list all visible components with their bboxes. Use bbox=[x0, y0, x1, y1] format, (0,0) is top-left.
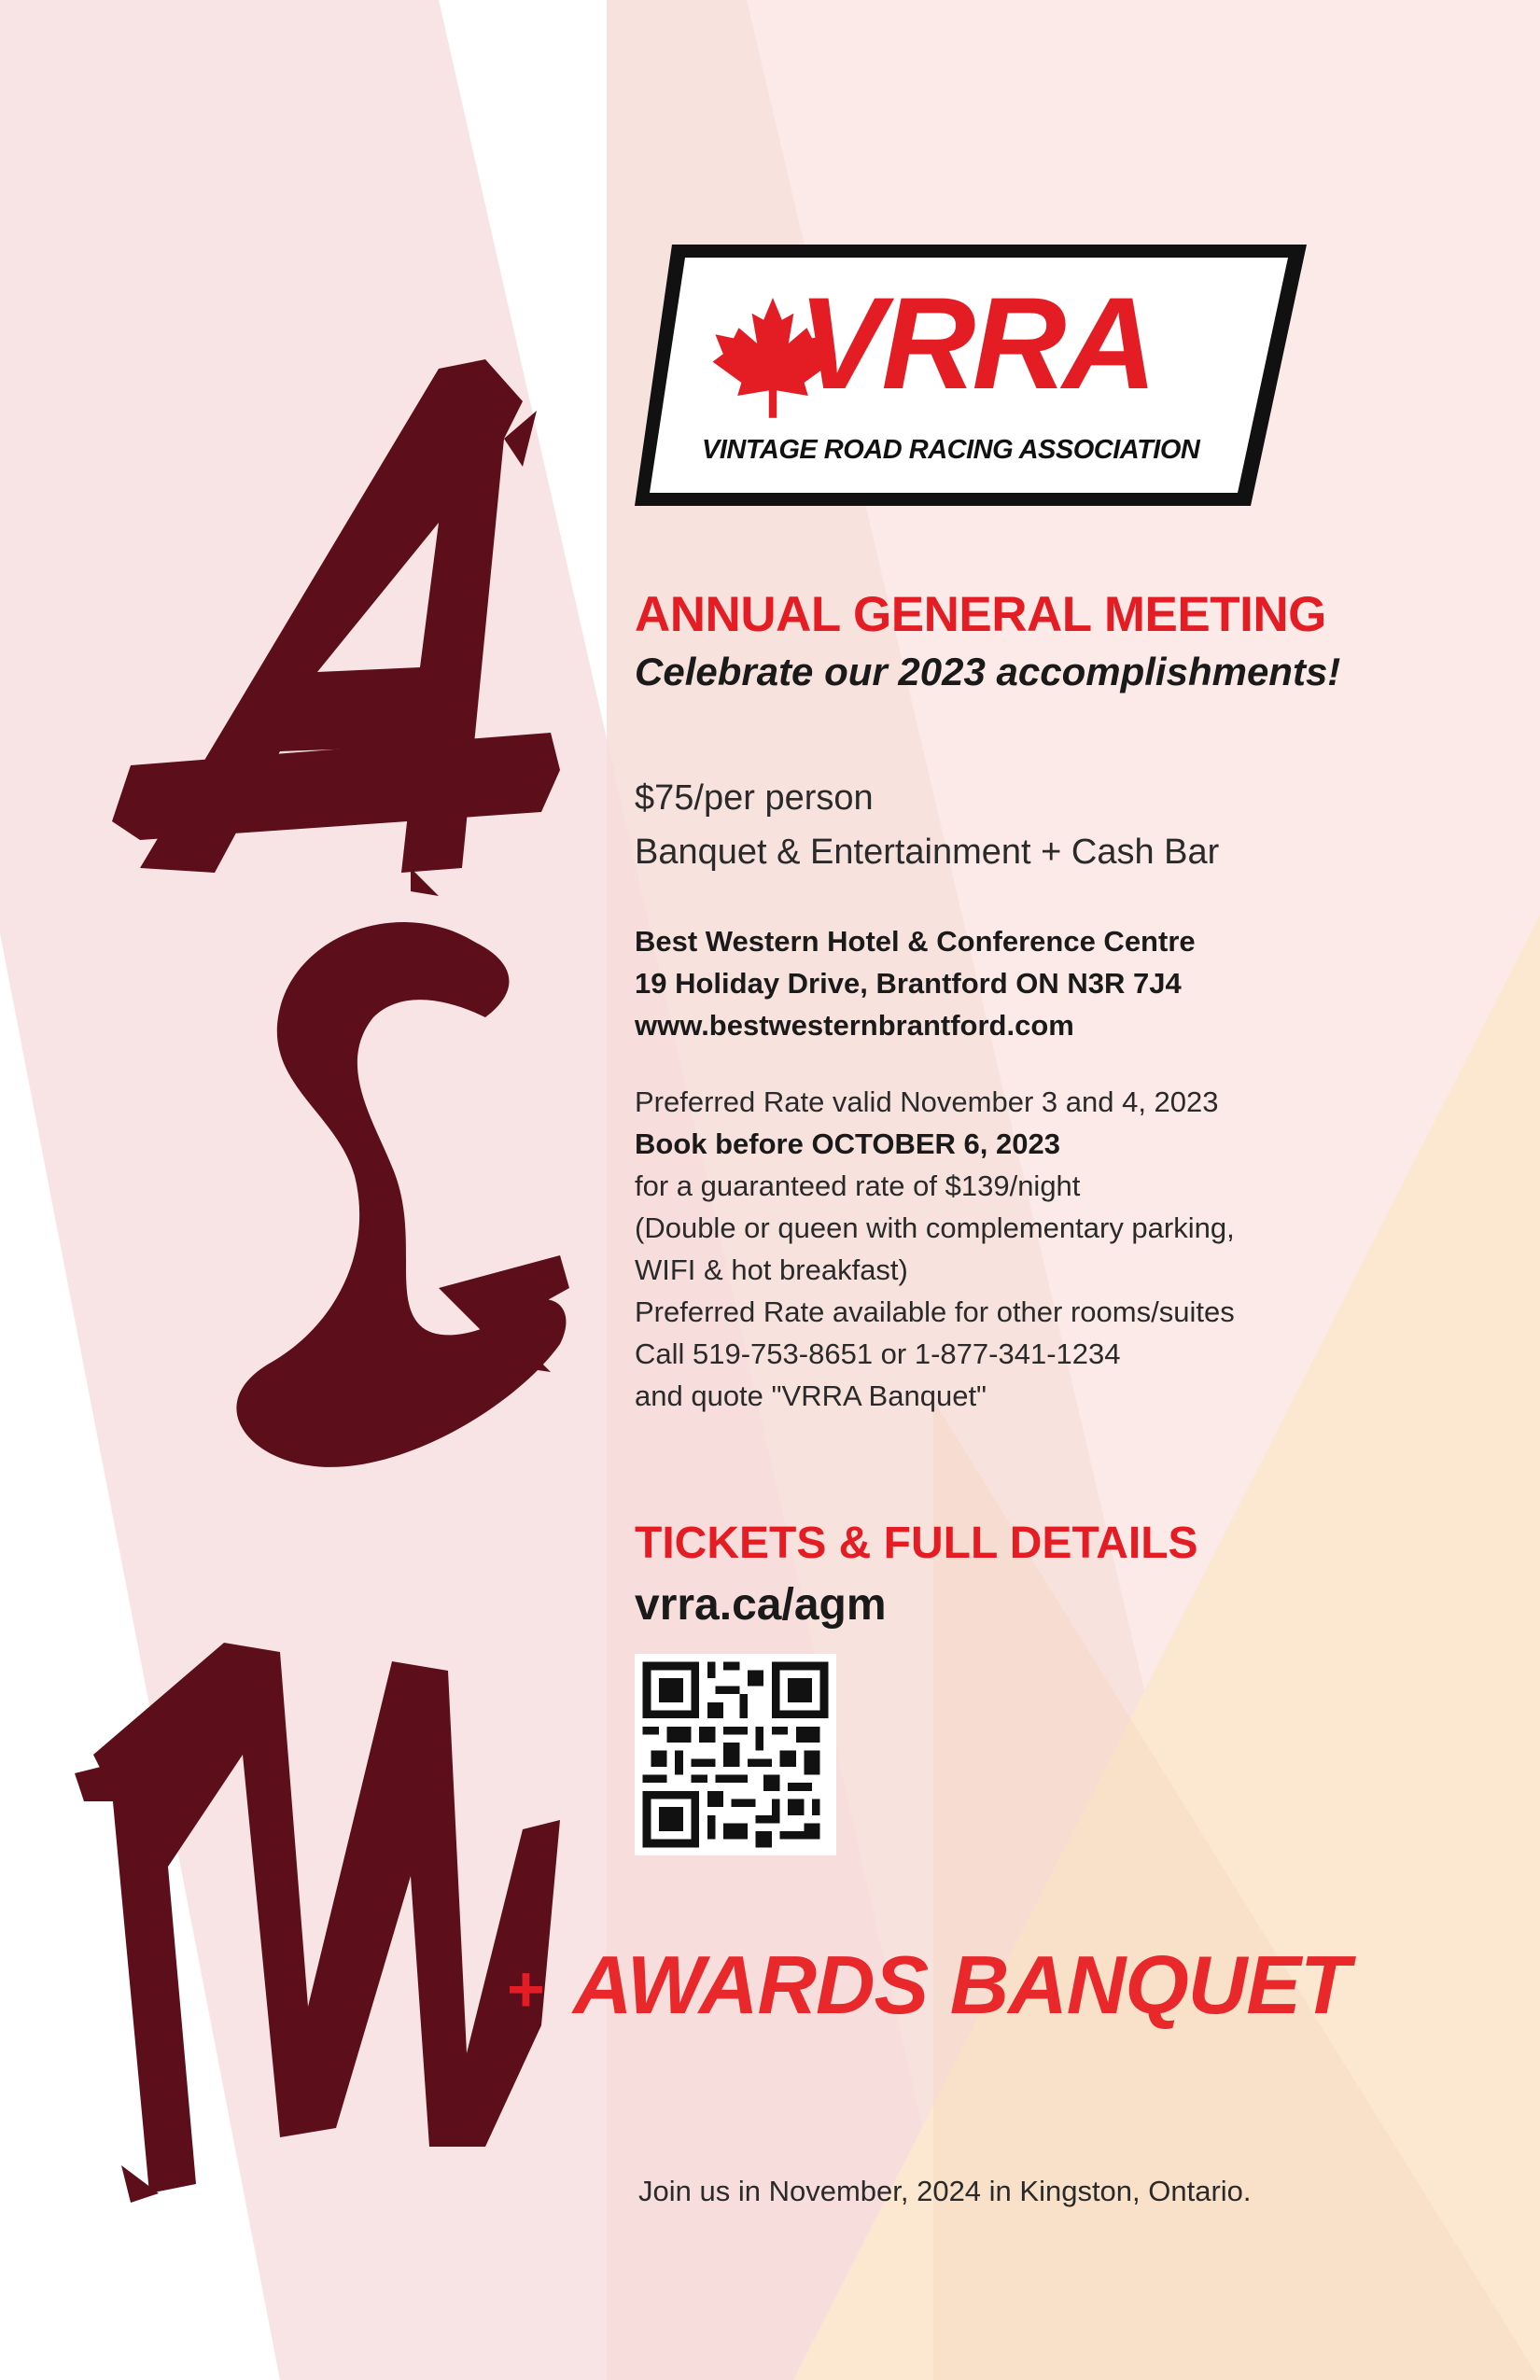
rates-line: WIFI & hot breakfast) bbox=[635, 1253, 908, 1286]
plus-icon: + bbox=[507, 1953, 545, 2025]
letter-m bbox=[75, 1643, 560, 2203]
awards-banquet-heading: AWARDS BANQUET bbox=[573, 1939, 1350, 2031]
logo-wordmark: VRRA bbox=[798, 270, 1154, 416]
letter-a bbox=[112, 359, 560, 896]
meeting-subheading: Celebrate our 2023 accomplishments! bbox=[635, 650, 1341, 693]
venue-address: 19 Holiday Drive, Brantford ON N3R 7J4 bbox=[635, 967, 1182, 1000]
pricing-block bbox=[635, 771, 1219, 879]
tickets-heading: TICKETS & FULL DETAILS bbox=[635, 1519, 1198, 1568]
rates-line: Preferred Rate available for other rooms/suites bbox=[635, 1295, 1235, 1328]
venue-block bbox=[635, 920, 1196, 1046]
meeting-heading: ANNUAL GENERAL MEETING bbox=[635, 587, 1326, 642]
rates-line: (Double or queen with complementary parking, bbox=[635, 1211, 1235, 1244]
tickets-url-link[interactable]: vrra.ca/agm bbox=[635, 1580, 887, 1630]
agm-brush-letters bbox=[0, 0, 653, 2380]
price-text: $75/per person bbox=[635, 778, 874, 818]
logo-tagline: VINTAGE ROAD RACING ASSOCIATION bbox=[702, 435, 1200, 465]
venue-website-link[interactable]: www.bestwesternbrantford.com bbox=[635, 1009, 1074, 1042]
rates-booking-deadline: Book before OCTOBER 6, 2023 bbox=[635, 1127, 1060, 1160]
footer-text: Join us in November, 2024 in Kingston, Ontario. bbox=[638, 2175, 1252, 2207]
rates-line: Preferred Rate valid November 3 and 4, 2023 bbox=[635, 1085, 1219, 1118]
rates-line: and quote "VRRA Banquet" bbox=[635, 1379, 987, 1412]
price-includes: Banquet & Entertainment + Cash Bar bbox=[635, 833, 1220, 872]
letter-g bbox=[236, 922, 569, 1467]
qr-code[interactable] bbox=[635, 1654, 836, 1855]
rates-block bbox=[635, 1081, 1235, 1417]
rates-line: for a guaranteed rate of $139/night bbox=[635, 1169, 1081, 1202]
rates-phone: Call 519-753-8651 or 1-877-341-1234 bbox=[635, 1337, 1121, 1370]
venue-name: Best Western Hotel & Conference Centre bbox=[635, 925, 1196, 958]
